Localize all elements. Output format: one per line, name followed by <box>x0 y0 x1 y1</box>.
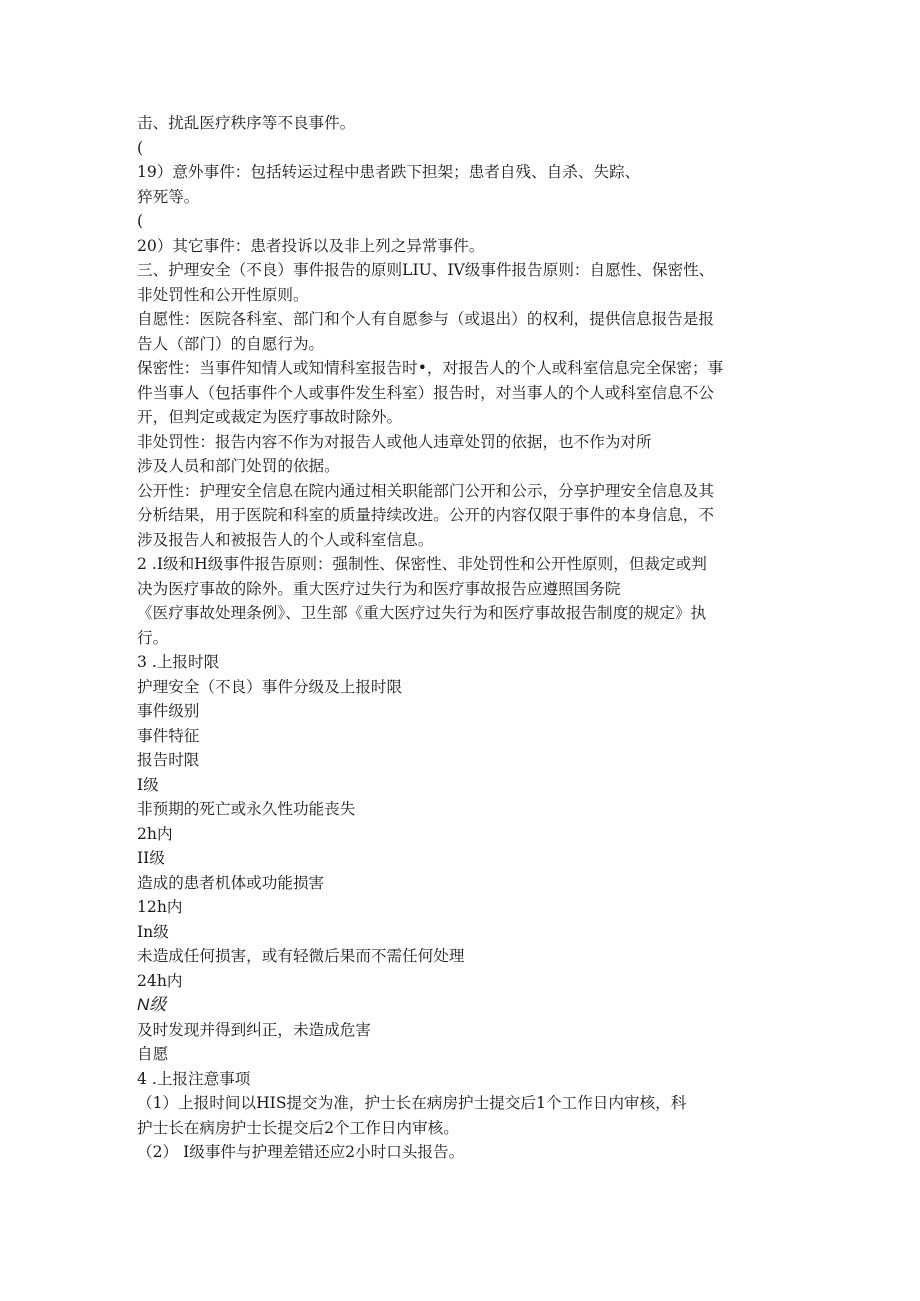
table-cell-feature: 及时发现并得到纠正，未造成危害 <box>137 1020 371 1039</box>
table-cell-time-limit: 2h内 <box>137 824 173 843</box>
table-cell-level: I级 <box>137 775 159 794</box>
table-cell-level: In级 <box>137 922 169 941</box>
document-body <box>137 111 787 1165</box>
text-line: 20）其它事件：患者投诉以及非上列之异常事件。 <box>137 236 485 255</box>
table-header-time-limit: 报告时限 <box>137 751 200 769</box>
table-cell-level: II级 <box>137 849 165 867</box>
table-cell-feature: 未造成任何损害，或有轻微后果而不需任何处理 <box>137 947 465 965</box>
table-header-level: 事件级别 <box>137 702 200 720</box>
table-cell-feature: 非预期的死亡或永久性功能丧失 <box>137 800 356 818</box>
table-cell-time-limit: 24h内 <box>137 971 183 990</box>
table-header-feature: 事件特征 <box>137 726 200 745</box>
text-line: 分析结果，用于医院和科室的质量持续改进。公开的内容仅限于事件的本身信息，不 <box>137 506 714 524</box>
text-line: 件当事人（包括事件个人或事件发生科室）报告时，对当事人的个人或科室信息不公 <box>137 383 714 402</box>
text-line: 开，但判定或裁定为医疗事故时除外。 <box>137 408 403 426</box>
subsection-heading: 3 .上报时限 <box>137 653 220 671</box>
text-line: 猝死等。 <box>137 187 200 206</box>
text-line: 行。 <box>137 628 169 647</box>
text-line: 《医疗事故处理条例》、卫生部《重大医疗过失行为和医疗事故报告制度的规定》执 <box>137 604 707 622</box>
section-heading: 三、护理安全（不良）事件报告的原则LIU、IV级事件报告原则：自愿性、保密性、 <box>137 261 715 279</box>
subsection-heading: 4 .上报注意事项 <box>137 1069 251 1088</box>
text-line: 非处罚性和公开性原则。 <box>137 285 309 304</box>
text-line: 19）意外事件：包括转运过程中患者跌下担架；患者自残、自杀、失踪、 <box>137 163 641 181</box>
text-line: 涉及报告人和被报告人的个人或科室信息。 <box>137 530 434 549</box>
text-line: 2 .I级和H级事件报告原则：强制性、保密性、非处罚性和公开性原则，但裁定或判 <box>137 555 707 573</box>
text-line: （1）上报时间以HIS提交为准，护士长在病房护士提交后1个工作日内审核，科 <box>137 1094 687 1112</box>
text-line: （2） I级事件与护理差错还应2小时口头报告。 <box>137 1143 465 1161</box>
text-line: 护士长在病房护士长提交后2个工作日内审核。 <box>137 1118 459 1137</box>
text-line: 保密性：当事件知情人或知情科室报告时•，对报告人的个人或科室信息完全保密；事 <box>137 359 724 377</box>
text-line: ( <box>137 212 144 230</box>
table-title: 护理安全（不良）事件分级及上报时限 <box>137 677 403 696</box>
text-line: 告人（部门）的自愿行为。 <box>137 334 325 353</box>
text-line: 公开性：护理安全信息在院内通过相关职能部门公开和公示，分享护理安全信息及其 <box>137 481 714 500</box>
text-line: ( <box>137 138 144 157</box>
table-cell-time-limit: 12h内 <box>137 898 183 916</box>
table-cell-time-limit: 自愿 <box>137 1045 169 1063</box>
table-cell-level: N级 <box>137 995 167 1014</box>
table-cell-feature: 造成的患者机体或功能损害 <box>137 873 325 892</box>
text-line: 涉及人员和部门处罚的依据。 <box>137 457 340 475</box>
text-line: 非处罚性：报告内容不作为对报告人或他人违章处罚的依据，也不作为对所 <box>137 432 652 451</box>
text-line: 自愿性：医院各科室、部门和个人有自愿参与（或退出）的权利，提供信息报告是报 <box>137 310 714 328</box>
text-line: 击、扰乱医疗秩序等不良事件。 <box>137 114 356 132</box>
text-line: 决为医疗事故的除外。重大医疗过失行为和医疗事故报告应遵照国务院 <box>137 579 621 598</box>
